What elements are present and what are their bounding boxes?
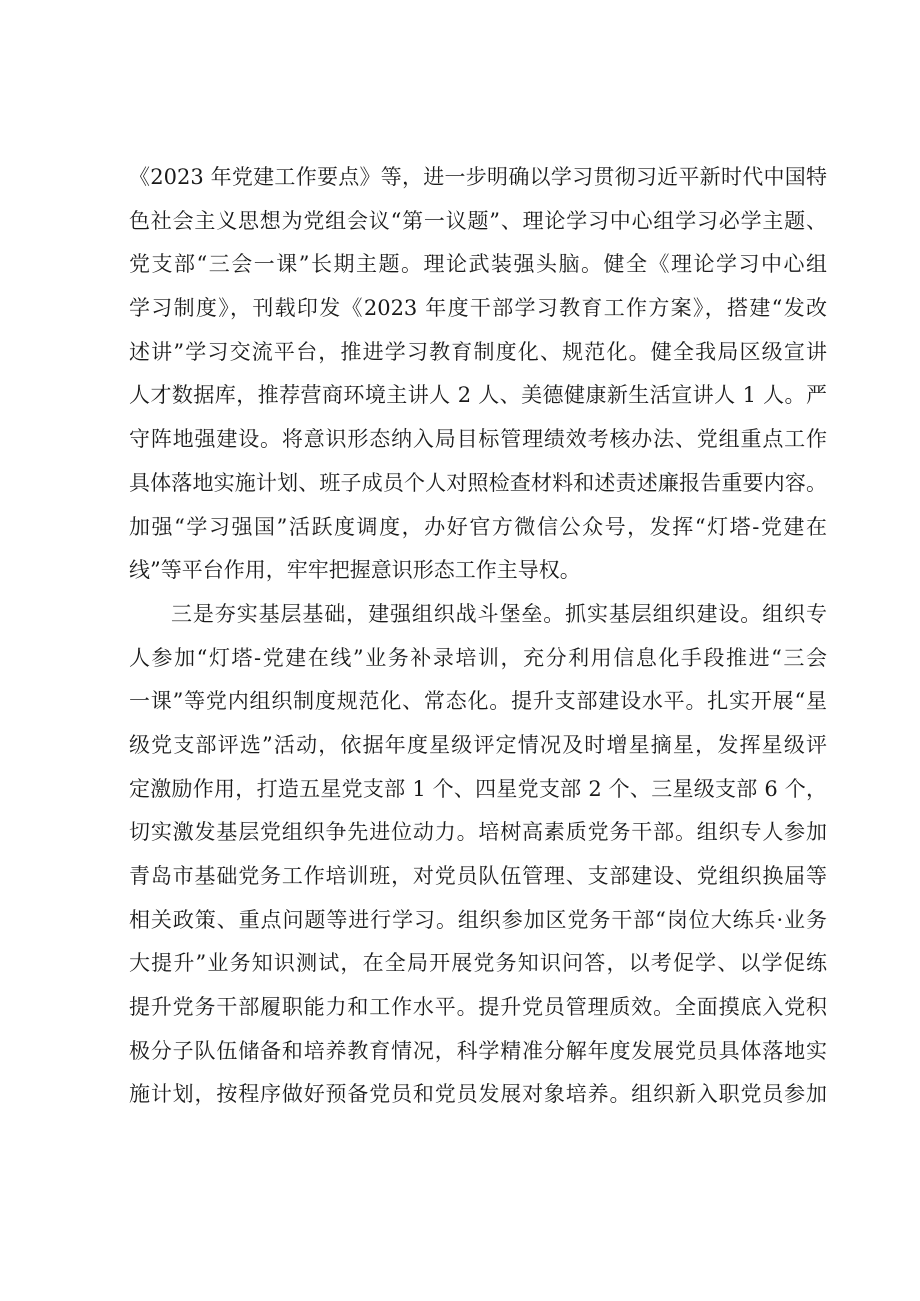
- text-line-7: 守阵地强建设。将意识形态纳入局目标管理绩效考核办法、党组重点工作: [129, 427, 827, 452]
- text-line-10: 线”等平台作用，牢牢把握意识形态工作主导权。: [129, 558, 581, 583]
- text-line-16: 切实激发基层党组织争先进位动力。培树高素质党务干部。组织专人参加: [129, 820, 827, 845]
- text-line-14: 级党支部评选”活动，依据年度星级评定情况及时增星摘星，发挥星级评: [129, 732, 827, 757]
- text-line-11: 三是夯实基层基础，建强组织战斗堡垒。抓实基层组织建设。组织专: [171, 601, 827, 626]
- text-line-15: 定激励作用，打造五星党支部 1 个、四星党支部 2 个、三星级支部 6 个，: [129, 776, 827, 801]
- text-line-9: 加强“学习强国”活跃度调度，办好官方微信公众号，发挥“灯塔-党建在: [129, 514, 827, 539]
- text-line-12: 人参加“灯塔-党建在线”业务补录培训，充分利用信息化手段推进“三会: [129, 645, 827, 670]
- text-line-20: 提升党务干部履职能力和工作水平。提升党员管理质效。全面摸底入党积: [129, 995, 827, 1020]
- body-text: [129, 156, 827, 1117]
- text-line-18: 相关政策、重点问题等进行学习。组织参加区党务干部“岗位大练兵·业务: [129, 907, 827, 932]
- text-line-5: 述讲”学习交流平台，推进学习教育制度化、规范化。健全我局区级宣讲: [129, 339, 827, 364]
- text-line-6: 人才数据库，推荐营商环境主讲人 2 人、美德健康新生活宣讲人 1 人。严: [129, 383, 827, 408]
- text-line-22: 施计划，按程序做好预备党员和党员发展对象培养。组织新入职党员参加: [129, 1082, 827, 1107]
- text-line-17: 青岛市基础党务工作培训班，对党员队伍管理、支部建设、党组织换届等: [129, 864, 827, 888]
- text-line-4: 学习制度》，刊载印发《2023 年度干部学习教育工作方案》，搭建“发改: [129, 296, 827, 321]
- text-line-8: 具体落地实施计划、班子成员个人对照检查材料和述责述廉报告重要内容。: [129, 470, 827, 495]
- text-line-1: 《2023 年党建工作要点》等，进一步明确以学习贯彻习近平新时代中国特: [129, 165, 827, 189]
- text-line-13: 一课”等党内组织制度规范化、常态化。提升支部建设水平。扎实开展“星: [129, 689, 827, 714]
- text-line-3: 党支部“三会一课”长期主题。理论武装强头脑。健全《理论学习中心组: [129, 252, 827, 277]
- text-line-19: 大提升”业务知识测试，在全局开展党务知识问答，以考促学、以学促练: [129, 951, 827, 976]
- text-line-2: 色社会主义思想为党组会议“第一议题”、理论学习中心组学习必学主题、: [129, 208, 827, 233]
- text-line-21: 极分子队伍储备和培养教育情况，科学精准分解年度发展党员具体落地实: [129, 1038, 827, 1063]
